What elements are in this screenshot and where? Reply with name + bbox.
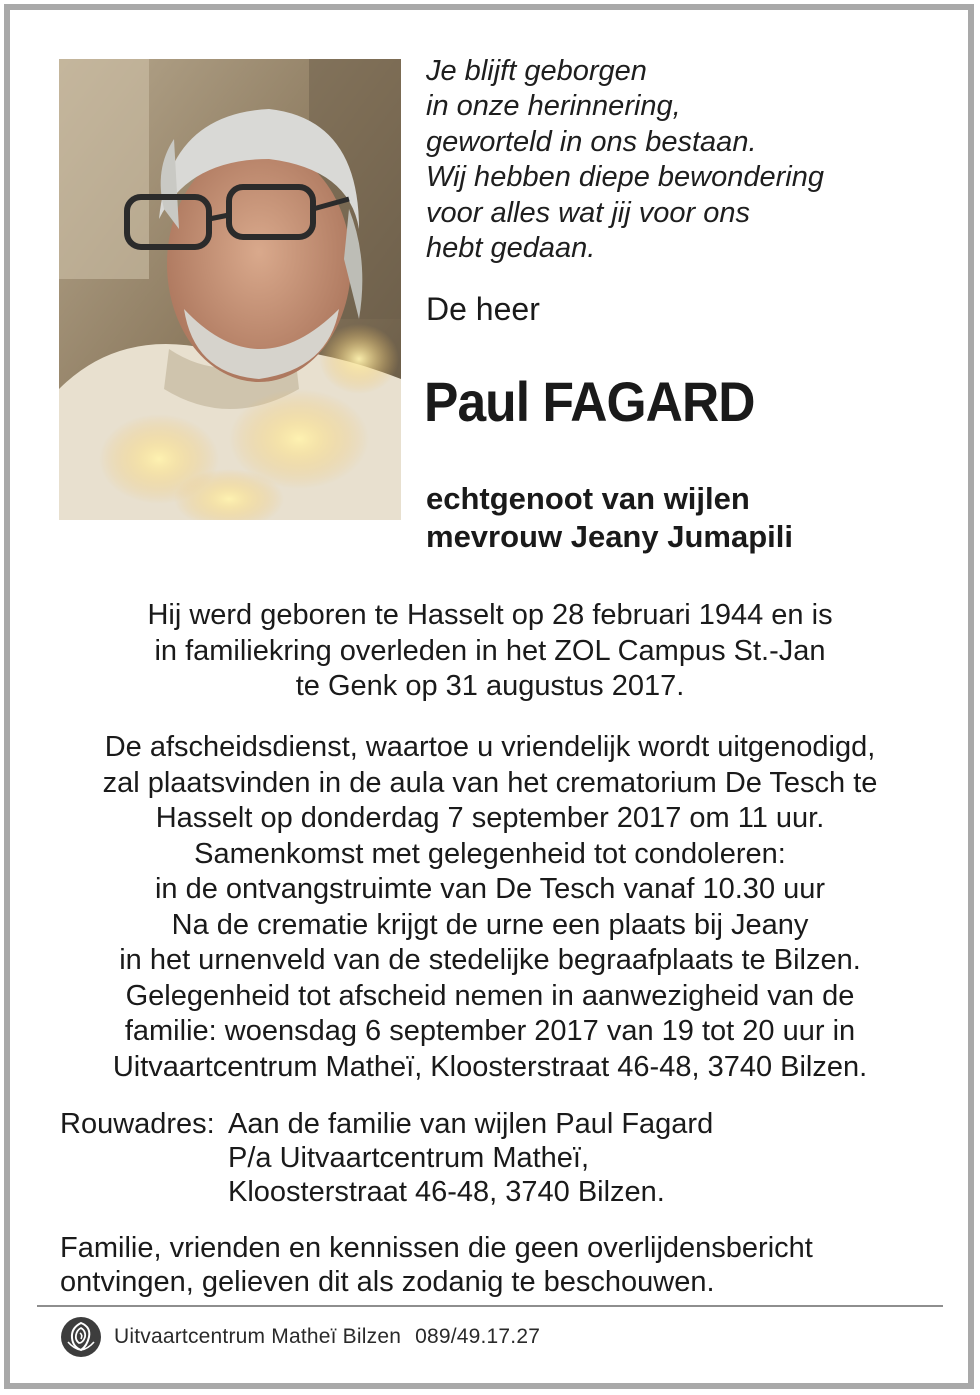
text-line: De afscheidsdienst, waartoe u vriendelijk wordt uitgenodigd, bbox=[104, 731, 876, 763]
spouse-line: echtgenoot van wijlen bbox=[426, 481, 750, 516]
portrait-photo bbox=[59, 59, 401, 520]
poem-line: geworteld in ons bestaan. bbox=[426, 125, 757, 158]
closing-note bbox=[60, 1231, 813, 1299]
poem-line: hebt gedaan. bbox=[426, 232, 596, 265]
funeral-home-name: Uitvaartcentrum Matheï Bilzen bbox=[114, 1325, 402, 1348]
text-line: Na de crematie krijgt de urne een plaats bij Jeany bbox=[171, 908, 809, 941]
poem-line: Wij hebben diepe bewondering bbox=[426, 161, 824, 194]
poem bbox=[426, 54, 926, 266]
text-line: te Genk op 31 augustus 2017. bbox=[295, 670, 685, 702]
text-line: Familie, vrienden en kennissen die geen overlijdensbericht bbox=[60, 1232, 813, 1264]
text-line: Hij werd geboren te Hasselt op 28 februari 1944 en is bbox=[147, 599, 833, 631]
poem-line: voor alles wat jij voor ons bbox=[426, 196, 750, 229]
text-line: familie: woensdag 6 september 2017 van 19 tot 20 uur in bbox=[124, 1015, 856, 1047]
deceased-name: Paul FAGARD bbox=[424, 370, 755, 433]
footer bbox=[60, 1314, 540, 1360]
text-line: Gelegenheid tot afscheid nemen in aanwezigheid van de bbox=[125, 979, 855, 1012]
address-line: Aan de familie van wijlen Paul Fagard bbox=[228, 1108, 714, 1140]
address-line: Kloosterstraat 46-48, 3740 Bilzen. bbox=[228, 1176, 665, 1208]
address-line: P/a Uitvaartcentrum Matheï, bbox=[228, 1142, 590, 1174]
text-line: Samenkomst met gelegenheid tot condoleren: bbox=[194, 837, 786, 870]
poem-line: in onze herinnering, bbox=[426, 90, 681, 123]
service-info bbox=[0, 730, 980, 1085]
spouse-line: mevrouw Jeany Jumapili bbox=[426, 519, 793, 554]
text-line: in de ontvangstruimte van De Tesch vanaf 10.30 uur bbox=[154, 873, 826, 905]
footer-divider bbox=[37, 1305, 943, 1307]
text-line: zal plaatsvinden in de aula van het crematorium De Tesch te bbox=[102, 766, 878, 799]
mourning-address bbox=[60, 1107, 713, 1209]
address-label: Rouwadres: bbox=[60, 1108, 215, 1140]
text-line: Hasselt op donderdag 7 september 2017 om 11 uur. bbox=[155, 802, 825, 834]
text-line: Uitvaartcentrum Matheï, Kloosterstraat 46-48, 3740 Bilzen. bbox=[112, 1050, 868, 1083]
rose-logo-icon bbox=[60, 1316, 102, 1358]
phone-number: 089/49.17.27 bbox=[415, 1325, 541, 1348]
birth-death-info bbox=[0, 598, 980, 705]
honorific: De heer bbox=[426, 291, 540, 327]
text-line: in het urnenveld van de stedelijke begraafplaats te Bilzen. bbox=[119, 944, 861, 976]
poem-line: Je blijft geborgen bbox=[426, 55, 647, 87]
portrait-image bbox=[59, 59, 401, 520]
footer-text bbox=[114, 1325, 540, 1349]
spouse-info bbox=[426, 480, 793, 556]
text-line: ontvingen, gelieven dit als zodanig te beschouwen. bbox=[60, 1266, 715, 1298]
text-line: in familiekring overleden in het ZOL Campus St.-Jan bbox=[154, 634, 826, 667]
